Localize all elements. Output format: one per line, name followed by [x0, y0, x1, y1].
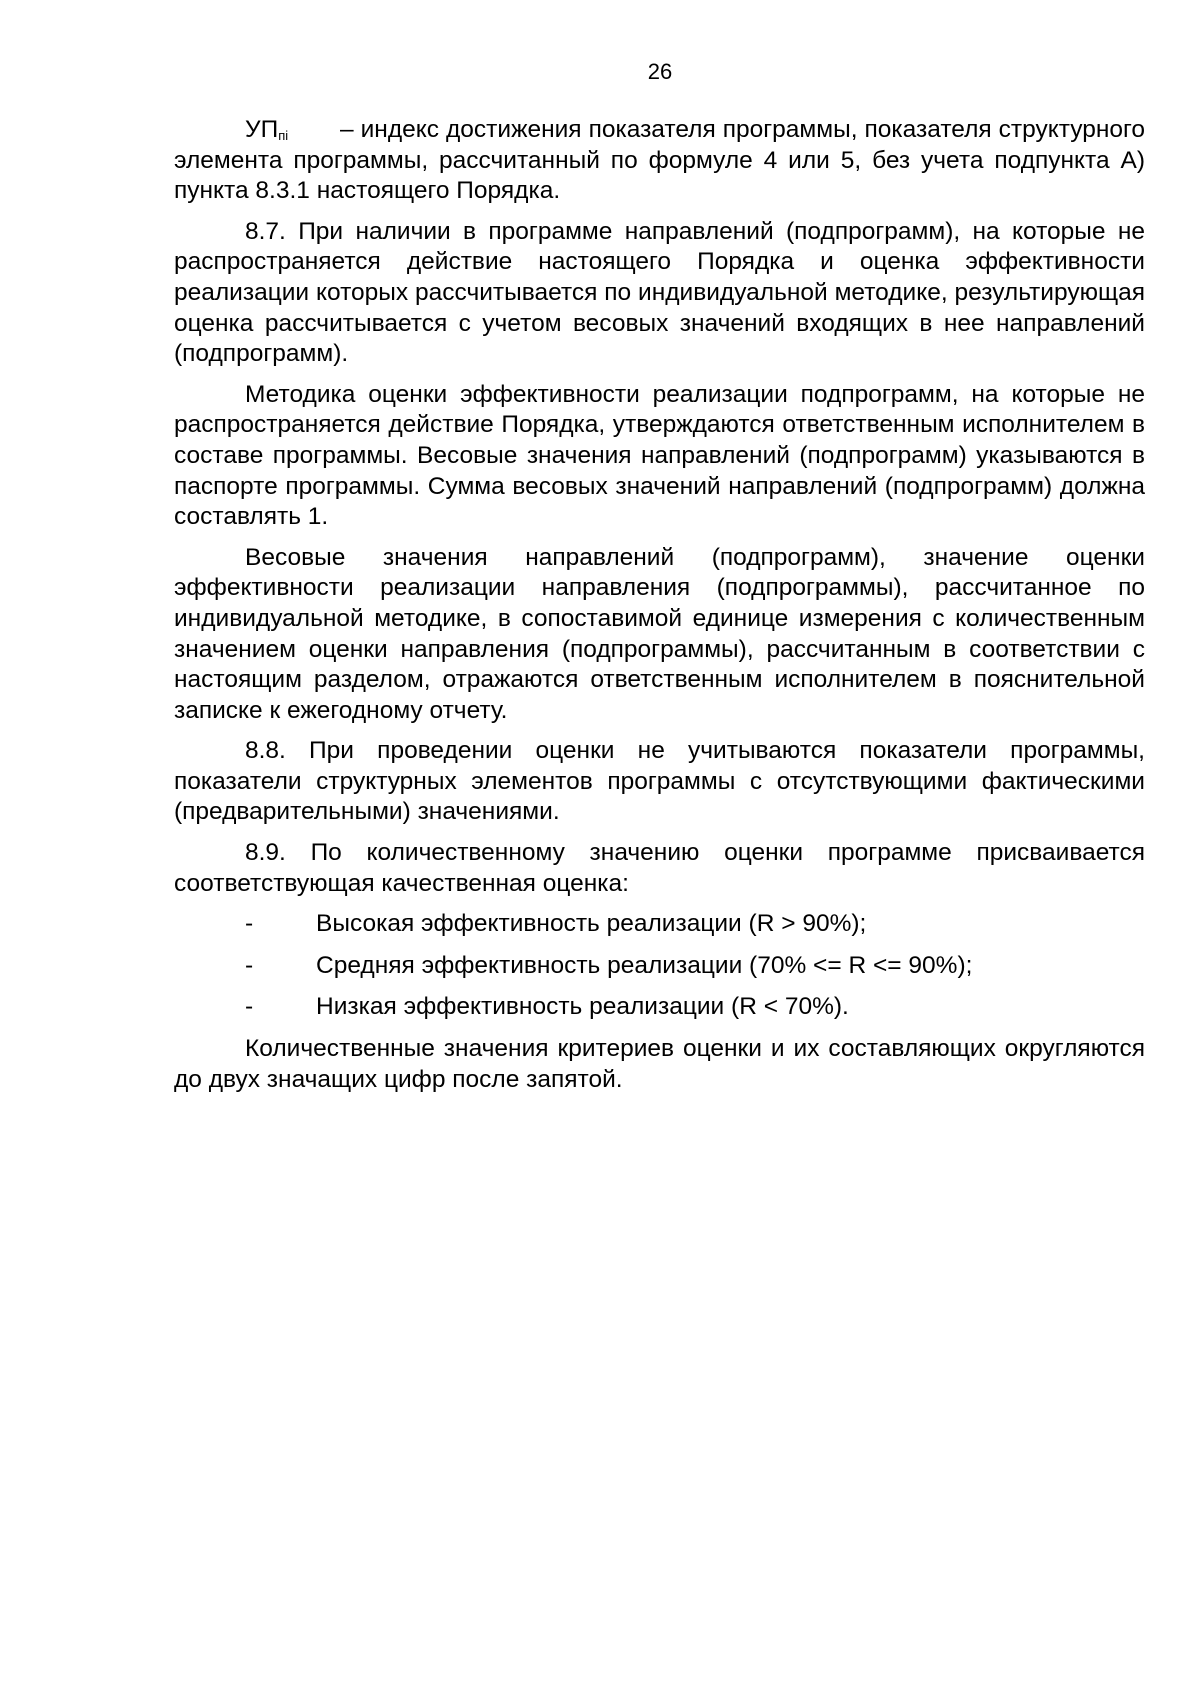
document-body: [174, 115, 1145, 1105]
list-item: [174, 909, 1145, 940]
list-marker: -: [245, 951, 254, 979]
list-marker: -: [245, 993, 254, 1021]
index-symbol: [245, 115, 340, 146]
paragraph-8-8: 8.8. При проведении оценки не учитываются показатели программы, показатели структурных элементов программы с отсутствующими фактическими (предварительными) значениями.: [174, 737, 1145, 826]
list-item-text: Высокая эффективность реализации (R > 90%);: [316, 910, 867, 938]
paragraph-8-9: 8.9. По количественному значению оценки программе присваивается соответствующая качественная оценка:: [174, 839, 1145, 897]
paragraph-methodology: Методика оценки эффективности реализации подпрограмм, на которые не распространяется действие Порядка, утверждаются ответственным исполнителем в составе программы. Весовые значения направлений (подпрограмм) указываются в паспорте программы. Сумма весовых значений направлений (подпрограмм) должна составлять 1.: [174, 380, 1145, 531]
list-item-text: Средняя эффективность реализации (70% <= R <= 90%);: [316, 951, 973, 979]
index-symbol-definition-text: – индекс достижения показателя программы, показателя структурного элемента программы, рассчитанный по формуле 4 или 5, без учета подпункта А) пункта 8.3.1 настоящего Порядка.: [174, 116, 1145, 205]
index-symbol-subscript: пi: [278, 128, 289, 143]
list-item: [174, 951, 1145, 982]
symbol-definition: [174, 115, 1145, 207]
list-item-text: Низкая эффективность реализации (R < 70%).: [316, 993, 849, 1021]
paragraph-weights: Весовые значения направлений (подпрограмм), значение оценки эффективности реализации направления (подпрограммы), рассчитанное по индивидуальной методике, в сопоставимой единице измерения с количественным значением оценки направления (подпрограммы), рассчитанным в соответствии с настоящим разделом, отражаются ответственным исполнителем в пояснительной записке к ежегодному отчету.: [174, 543, 1145, 724]
list-item: [174, 992, 1145, 1023]
paragraph-rounding: Количественные значения критериев оценки и их составляющих округляются до двух значащих цифр после запятой.: [174, 1035, 1145, 1093]
efficiency-levels-list: [174, 909, 1145, 1023]
page-number: 26: [647, 59, 673, 84]
paragraph-8-7: 8.7. При наличии в программе направлений (подпрограмм), на которые не распространяется действие настоящего Порядка и оценка эффективности реализации которых рассчитывается по индивидуальной методике, результирующая оценка рассчитывается с учетом весовых значений входящих в нее направлений (подпрограмм).: [174, 217, 1145, 368]
index-symbol-main: УП: [245, 116, 279, 143]
list-marker: -: [245, 910, 254, 938]
